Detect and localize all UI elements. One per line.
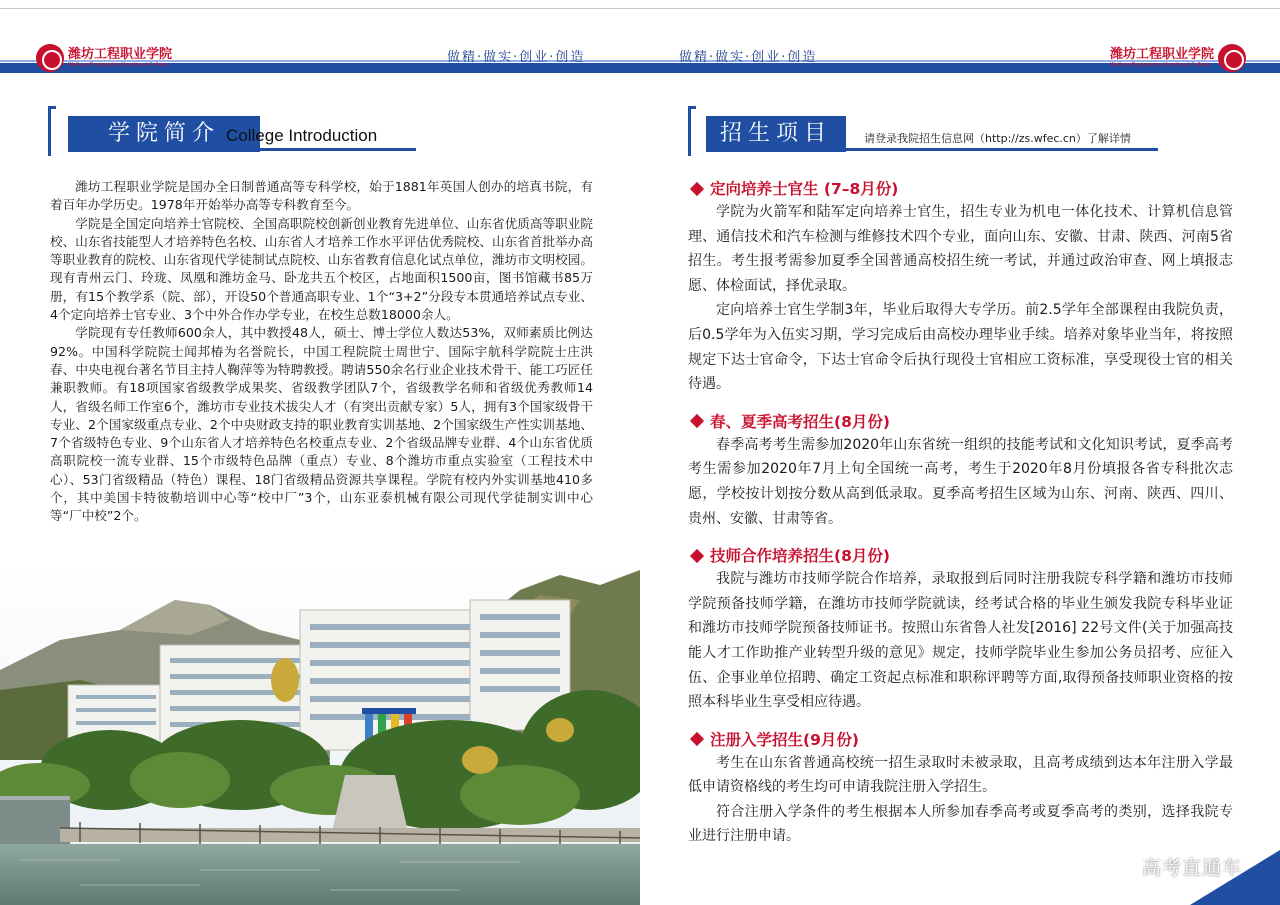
slogan-left: 做精·做实·创业·创造 xyxy=(447,50,586,65)
college-intro-header xyxy=(48,106,418,160)
diamond-bullet-icon xyxy=(690,732,704,746)
enrollment-item-paragraph: 学院为火箭军和陆军定向培养士官生，招生专业为机电一体化技术、计算机信息管理、通信技术和汽车检测与维修技术四个专业，面向山东、安徽、甘肃、陕西、河南5省招生。考生报考需参加夏季全国普通高校招生统一考试，并通过政治审查、网上填报志愿、体检面试，择优录取。 xyxy=(688,204,1233,294)
college-intro-underline xyxy=(68,148,416,151)
enrollment-website-note: 请登录我院招生信息网（http://zs.wfec.cn）了解详情 xyxy=(864,132,1131,145)
header-band-line xyxy=(0,63,1280,73)
enrollment-item xyxy=(688,411,1233,531)
enrollment-item-title: 技师合作培养招生(8月份) xyxy=(710,547,890,566)
logo-name-en: Weifang Engineering Vocational College xyxy=(68,62,168,68)
logo-name-cn: 潍坊工程职业学院 xyxy=(68,47,173,62)
college-logo-left xyxy=(36,44,172,72)
college-logo-right xyxy=(1110,44,1246,72)
enrollment-title: 招生项目 xyxy=(706,116,846,152)
enrollment-item-paragraph: 春季高考考生需参加2020年山东省统一组织的技能考试和文化知识考试，夏季高考考生需参加2020年7月上旬全国统一高考，考生于2020年8月份填报各省专科批次志愿，学校按计划按分数从高到低录取。夏季高考招生区域为山东、河南、陕西、四川、贵州、安徽、甘肃等省。 xyxy=(688,436,1233,527)
diamond-bullet-icon xyxy=(690,414,704,428)
enrollment-item-paragraph: 我院与潍坊市技师学院合作培养，录取报到后同时注册我院专科学籍和潍坊市技师学院预备技师学籍，在潍坊市技师学院就读，经考试合格的毕业生颁发我院专科毕业证和潍坊市技师学院预备技师证书。按照山东省鲁人社发[2016] 22号文件(关于加强高技能人才工作助推产业转型升级的意见》规定，技师学院毕业生参加公务员招考、应征入伍、企事业单位招聘、确定工资起点标准和职称评聘等方面,取得预备技师职业资格的按照本科毕业生享受相应待遇。 xyxy=(688,571,1233,711)
enrollment-item-paragraph: 考生在山东省普通高校统一招生录取时未被录取，且高考成绩到达本年注册入学最低申请资格线的考生均可申请我院注册入学招生。 xyxy=(688,754,1233,796)
enrollment-item-title: 定向培养士官生 (7–8月份) xyxy=(710,180,899,198)
intro-paragraph: 学院是全国定向培养士官院校、全国高职院校创新创业教育先进单位、山东省优质高等职业院校、山东省技能型人才培养特色名校、山东省人才培养工作水平评估优秀院校、山东省首批举办高等职业教育的院校、山东省现代学徒制试点院校、山东省教育信息化试点单位，潍坊市文明校园。现有青州云门、玲珑、凤凰和潍坊金马、卧龙共五个校区，占地面积1500亩，图书馆藏书85万册，有15个教学系（院、部），开设50个普通高职专业、1个“3+2”分段专本贯通培养试点专业、4个定向培养士官专业、3个中外合作办学专业，在校生总数18000余人。 xyxy=(50,215,593,323)
intro-paragraph: 潍坊工程职业学院是国办全日制普通高等专科学校，始于1881年英国人创办的培真书院，有着百年办学历史。1978年开始举办高等专科教育至今。 xyxy=(50,179,593,213)
enrollment-item-paragraph: 符合注册入学条件的考生根据本人所参加春季高考或夏季高考的类别，选择我院专业进行注册申请。 xyxy=(688,803,1233,845)
enrollment-item-title: 春、夏季高考招生(8月份) xyxy=(710,412,890,431)
header-band-thin-line xyxy=(0,60,1280,62)
enrollment-header xyxy=(688,106,1158,160)
college-seal-icon xyxy=(1218,44,1246,72)
college-intro-title: 学院简介 xyxy=(68,116,260,152)
enrollment-item-title: 注册入学招生(9月份) xyxy=(710,730,859,749)
logo-name-en: Weifang Engineering Vocational College xyxy=(1110,62,1210,68)
college-intro-subtitle: College Introduction xyxy=(226,126,378,145)
slogan-right: 做精·做实·创业·创造 xyxy=(679,50,818,65)
enrollment-underline xyxy=(706,148,1158,151)
top-rule xyxy=(0,8,1280,9)
diamond-bullet-icon xyxy=(690,181,704,195)
college-seal-icon xyxy=(36,44,64,72)
enrollment-item-paragraph: 定向培养士官生学制3年，毕业后取得大专学历。前2.5学年全部课程由我院负责，后0.5学年为入伍实习期，学习完成后由高校办理毕业手续。培养对象毕业当年，将按照规定下达士官命令，下达士官命令后执行现役士官相应工资标准，享受现役士官的相关待遇。 xyxy=(688,302,1233,393)
enrollment-item xyxy=(688,729,1233,849)
enrollment-item xyxy=(688,545,1233,715)
intro-paragraph: 学院现有专任教师600余人，其中教授48人，硕士、博士学位人数达53%，双师素质比例达92%。中国科学院院士闻邦椿为名誉院长，中国工程院院士周世宁、国际宇航科学院院士庄洪春、中央电视台著名节目主持人鞠萍等为特聘教授。聘请550余名行业企业技术骨干、能工巧匠任兼职教师。有18项国家省级教学成果奖、省级教学团队7个，省级教学名师和省级优秀教师14人，省级名师工作室6个，潍坊市专业技术拔尖人才（有突出贡献专家）5人，拥有3个国家级骨干专业、2个国家级重点专业、2个中央财政支持的职业教育实训基地、2个国家级生产性实训基地、7个省级特色专业、9个山东省人才培养特色名校重点专业、2个省级品牌专业群、4个山东省优质高职院校一流专业群、15个市级特色品牌（重点）专业、8个潍坊市重点实验室（工程技术中心）、53门省级精品（特色）课程、18门省级精品资源共享课程。学院有校内外实训基地410多个，其中美国卡特彼勒培训中心等“校中厂”3个，山东亚泰机械有限公司现代学徒制实训中心等“厂中校”2个。 xyxy=(50,325,593,524)
watermark-text: 高考直通车 xyxy=(1142,857,1243,879)
campus-photo xyxy=(0,560,640,905)
diamond-bullet-icon xyxy=(690,549,704,563)
logo-name-cn: 潍坊工程职业学院 xyxy=(1110,47,1215,62)
college-intro-body xyxy=(50,178,593,526)
enrollment-body xyxy=(688,178,1233,863)
header-band xyxy=(0,40,1280,76)
enrollment-item xyxy=(688,178,1233,397)
